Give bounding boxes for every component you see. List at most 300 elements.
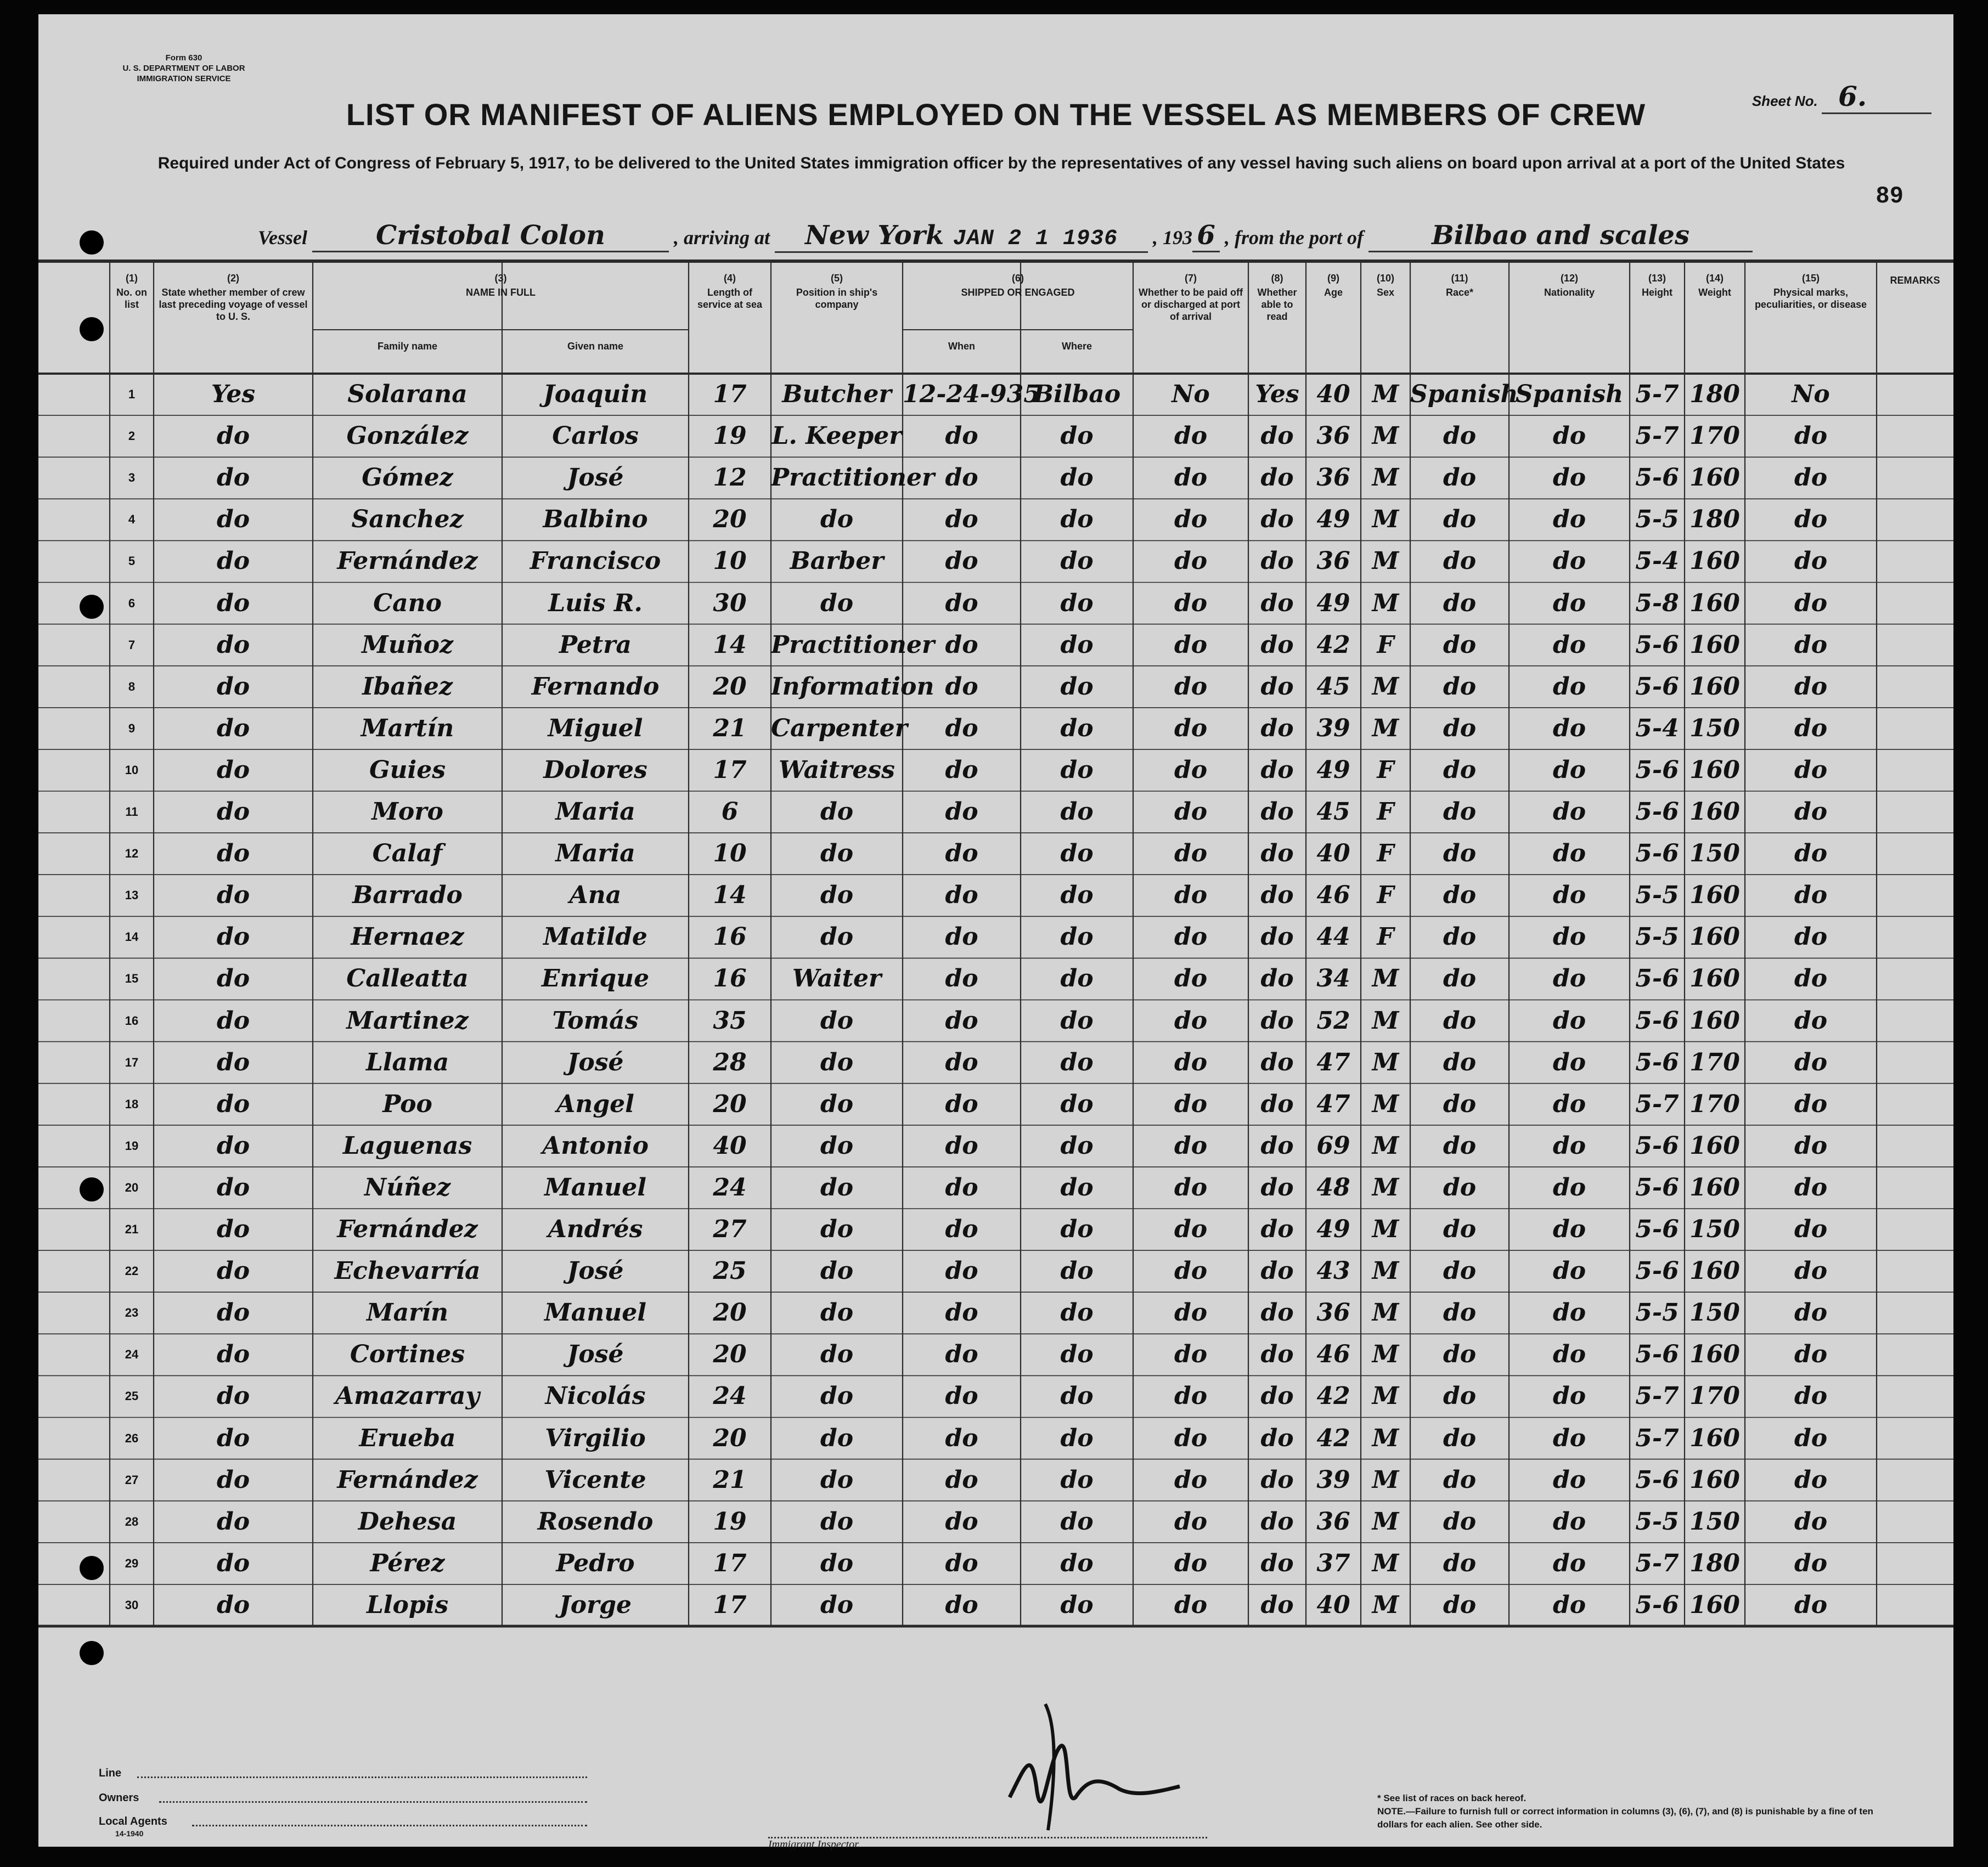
cell-no: 28 bbox=[125, 1514, 139, 1528]
cell-when: do bbox=[945, 755, 978, 784]
cell-when: do bbox=[945, 1340, 978, 1369]
cell-height: 5-6 bbox=[1635, 798, 1679, 826]
cell-position: do bbox=[820, 1215, 854, 1243]
vessel-label: Vessel bbox=[258, 227, 307, 249]
cell-when: do bbox=[945, 547, 978, 576]
cell-weight: 180 bbox=[1689, 505, 1740, 534]
cell-position: Barber bbox=[790, 547, 884, 576]
cell-age: 46 bbox=[1316, 1340, 1350, 1369]
cell-weight: 160 bbox=[1689, 964, 1740, 993]
cell-height: 5-6 bbox=[1635, 964, 1679, 993]
cell-read: do bbox=[1260, 964, 1294, 993]
cell-race: do bbox=[1443, 923, 1477, 951]
cell-sex: M bbox=[1372, 1507, 1399, 1536]
cell-read: do bbox=[1260, 1257, 1294, 1285]
cell-given: Antonio bbox=[542, 1131, 649, 1160]
cell-height: 5-8 bbox=[1635, 589, 1679, 617]
cell-age: 49 bbox=[1316, 755, 1350, 784]
cell-weight: 160 bbox=[1689, 881, 1740, 910]
header-sex bbox=[1361, 272, 1410, 371]
cell-nationality: do bbox=[1552, 505, 1586, 534]
cell-family: Ibañez bbox=[362, 672, 453, 701]
column-label: Position in ship's company bbox=[796, 287, 878, 310]
cell-weight: 160 bbox=[1689, 672, 1740, 701]
cell-weight: 160 bbox=[1689, 1340, 1740, 1369]
cell-nationality: do bbox=[1552, 1299, 1586, 1327]
cell-prev: do bbox=[216, 1424, 250, 1452]
cell-nationality: do bbox=[1552, 1131, 1586, 1160]
cell-family: Amazarray bbox=[335, 1382, 480, 1411]
cell-when: do bbox=[945, 1590, 978, 1619]
cell-race: do bbox=[1443, 589, 1477, 617]
cell-no: 13 bbox=[125, 888, 139, 903]
cell-marks: do bbox=[1794, 1507, 1828, 1536]
cell-nationality: do bbox=[1552, 547, 1586, 576]
column-number: (3) bbox=[494, 273, 507, 284]
cell-marks: do bbox=[1794, 964, 1828, 993]
cell-age: 36 bbox=[1316, 422, 1350, 450]
cell-where: do bbox=[1060, 630, 1094, 659]
column-label: NAME IN FULL bbox=[466, 287, 536, 298]
cell-when: do bbox=[945, 505, 978, 534]
cell-height: 5-6 bbox=[1635, 839, 1679, 868]
cell-when: do bbox=[945, 881, 978, 910]
header-family-name bbox=[313, 338, 502, 371]
cell-paid-off: do bbox=[1174, 755, 1208, 784]
cell-sex: M bbox=[1372, 380, 1399, 408]
cell-sex: F bbox=[1377, 923, 1394, 951]
cell-sex: M bbox=[1372, 1131, 1399, 1160]
cell-no: 23 bbox=[125, 1306, 139, 1320]
cell-read: do bbox=[1260, 1299, 1294, 1327]
agents-label: Local Agents bbox=[99, 1815, 167, 1827]
header-remarks bbox=[1877, 272, 1953, 371]
cell-service: 6 bbox=[721, 798, 739, 826]
cell-nationality: do bbox=[1552, 1549, 1586, 1577]
cell-no: 5 bbox=[128, 554, 136, 568]
cell-height: 5-6 bbox=[1635, 755, 1679, 784]
cell-sex: F bbox=[1377, 798, 1394, 826]
cell-weight: 150 bbox=[1689, 714, 1740, 742]
cell-nationality: do bbox=[1552, 923, 1586, 951]
cell-given: Ana bbox=[569, 881, 622, 910]
cell-service: 17 bbox=[713, 1549, 747, 1577]
cell-prev: Yes bbox=[211, 380, 256, 408]
cell-read: do bbox=[1260, 839, 1294, 868]
column-label: SHIPPED OR ENGAGED bbox=[961, 287, 1075, 298]
column-label: When bbox=[948, 341, 975, 352]
cell-prev: do bbox=[216, 881, 250, 910]
cell-service: 20 bbox=[713, 505, 747, 534]
cell-read: do bbox=[1260, 630, 1294, 659]
cell-when: do bbox=[945, 630, 978, 659]
cell-age: 34 bbox=[1316, 964, 1350, 993]
cell-sex: M bbox=[1372, 1257, 1399, 1285]
cell-marks: do bbox=[1794, 755, 1828, 784]
cell-no: 16 bbox=[125, 1013, 139, 1028]
cell-nationality: do bbox=[1552, 672, 1586, 701]
cell-position: do bbox=[820, 1173, 854, 1202]
cell-sex: F bbox=[1377, 755, 1394, 784]
cell-service: 19 bbox=[713, 422, 747, 450]
cell-nationality: do bbox=[1552, 1006, 1586, 1035]
cell-given: Luis R. bbox=[548, 589, 643, 617]
cell-marks: do bbox=[1794, 630, 1828, 659]
cell-read: do bbox=[1260, 1215, 1294, 1243]
cell-sex: M bbox=[1372, 1465, 1399, 1494]
cell-marks: do bbox=[1794, 1131, 1828, 1160]
cell-service: 16 bbox=[713, 964, 747, 993]
column-number: (13) bbox=[1648, 273, 1666, 284]
cell-height: 5-5 bbox=[1635, 1507, 1679, 1536]
cell-height: 5-5 bbox=[1635, 1299, 1679, 1327]
cell-weight: 160 bbox=[1689, 798, 1740, 826]
cell-prev: do bbox=[216, 422, 250, 450]
cell-height: 5-6 bbox=[1635, 1465, 1679, 1494]
cell-nationality: do bbox=[1552, 1340, 1586, 1369]
cell-where: do bbox=[1060, 1424, 1094, 1452]
cell-paid-off: do bbox=[1174, 1173, 1208, 1202]
cell-sex: M bbox=[1372, 547, 1399, 576]
column-label: Age bbox=[1324, 287, 1343, 298]
cell-nationality: do bbox=[1552, 630, 1586, 659]
cell-read: do bbox=[1260, 1382, 1294, 1411]
cell-prev: do bbox=[216, 1507, 250, 1536]
cell-age: 52 bbox=[1316, 1006, 1350, 1035]
owners-field bbox=[159, 1801, 587, 1803]
line-label: Line bbox=[99, 1767, 122, 1779]
cell-race: do bbox=[1443, 1424, 1477, 1452]
cell-race: do bbox=[1443, 798, 1477, 826]
cell-service: 24 bbox=[713, 1382, 747, 1411]
cell-when: do bbox=[945, 589, 978, 617]
cell-when: do bbox=[945, 464, 978, 492]
header-given-name bbox=[502, 338, 689, 371]
cell-prev: do bbox=[216, 1549, 250, 1577]
page-subtitle: Required under Act of Congress of February 5, 1917, to be delivered to the United States immigration officer by the representatives of any vessel having such aliens on board upon arrival at a port of the United States bbox=[157, 154, 1845, 172]
cell-marks: do bbox=[1794, 1382, 1828, 1411]
cell-weight: 170 bbox=[1689, 1048, 1740, 1076]
cell-age: 42 bbox=[1316, 1382, 1350, 1411]
column-number: (4) bbox=[724, 273, 736, 284]
cell-height: 5-6 bbox=[1635, 1257, 1679, 1285]
header-shipped-or-engaged bbox=[903, 272, 1133, 327]
cell-sex: M bbox=[1372, 672, 1399, 701]
cell-service: 20 bbox=[713, 1340, 747, 1369]
cell-race: do bbox=[1443, 1549, 1477, 1577]
cell-race: do bbox=[1443, 672, 1477, 701]
cell-age: 42 bbox=[1316, 1424, 1350, 1452]
cell-height: 5-7 bbox=[1635, 380, 1679, 408]
cell-marks: do bbox=[1794, 1424, 1828, 1452]
cell-when: do bbox=[945, 1507, 978, 1536]
cell-where: do bbox=[1060, 1257, 1094, 1285]
header-height bbox=[1630, 272, 1685, 371]
cell-nationality: do bbox=[1552, 798, 1586, 826]
cell-position: Waiter bbox=[792, 964, 882, 993]
cell-race: do bbox=[1443, 881, 1477, 910]
header-when bbox=[903, 338, 1021, 371]
cell-given: Francisco bbox=[530, 547, 661, 576]
cell-read: do bbox=[1260, 464, 1294, 492]
cell-age: 43 bbox=[1316, 1257, 1350, 1285]
cell-weight: 160 bbox=[1689, 1131, 1740, 1160]
header-no bbox=[110, 272, 154, 371]
cell-prev: do bbox=[216, 1590, 250, 1619]
cell-position: do bbox=[820, 798, 854, 826]
binder-hole bbox=[80, 317, 104, 341]
from-port: Bilbao and scales bbox=[1368, 220, 1753, 252]
column-label: Race* bbox=[1445, 287, 1474, 298]
cell-marks: do bbox=[1794, 1590, 1828, 1619]
cell-age: 36 bbox=[1316, 547, 1350, 576]
binder-hole bbox=[80, 1641, 104, 1665]
cell-read: do bbox=[1260, 1465, 1294, 1494]
cell-where: do bbox=[1060, 881, 1094, 910]
cell-where: do bbox=[1060, 1131, 1094, 1160]
cell-no: 3 bbox=[128, 471, 136, 485]
column-label: State whether member of crew last preceding voyage of vessel to U. S. bbox=[159, 287, 308, 322]
cell-position: do bbox=[820, 923, 854, 951]
cell-race: do bbox=[1443, 547, 1477, 576]
cell-given: Pedro bbox=[556, 1549, 635, 1577]
cell-paid-off: do bbox=[1174, 1507, 1208, 1536]
cell-race: do bbox=[1443, 839, 1477, 868]
cell-no: 21 bbox=[125, 1222, 139, 1236]
cell-position: do bbox=[820, 1299, 854, 1327]
from-port-label: , from the port of bbox=[1225, 227, 1364, 249]
cell-age: 42 bbox=[1316, 630, 1350, 659]
cell-sex: M bbox=[1372, 1299, 1399, 1327]
binder-hole bbox=[80, 1177, 104, 1202]
cell-no: 26 bbox=[125, 1431, 139, 1445]
cell-height: 5-4 bbox=[1635, 547, 1679, 576]
page-title: LIST OR MANIFEST OF ALIENS EMPLOYED ON THE VESSEL AS MEMBERS OF CREW bbox=[346, 97, 1646, 132]
cell-weight: 150 bbox=[1689, 1299, 1740, 1327]
cell-position: do bbox=[820, 505, 854, 534]
cell-where: do bbox=[1060, 1173, 1094, 1202]
cell-no: 7 bbox=[128, 638, 136, 652]
cell-family: Muñoz bbox=[361, 630, 454, 659]
cell-paid-off: do bbox=[1174, 672, 1208, 701]
column-number: (15) bbox=[1801, 273, 1820, 284]
cell-position: do bbox=[820, 1257, 854, 1285]
cell-family: Guies bbox=[369, 755, 446, 784]
cell-nationality: do bbox=[1552, 1507, 1586, 1536]
cell-family: Laguenas bbox=[342, 1131, 472, 1160]
cell-paid-off: do bbox=[1174, 1340, 1208, 1369]
cell-race: do bbox=[1443, 714, 1477, 742]
column-label: Family name bbox=[377, 341, 438, 352]
cell-prev: do bbox=[216, 589, 250, 617]
cell-race: do bbox=[1443, 1382, 1477, 1411]
cell-prev: do bbox=[216, 1257, 250, 1285]
cell-service: 21 bbox=[713, 1465, 747, 1494]
cell-no: 19 bbox=[125, 1138, 139, 1153]
cell-nationality: do bbox=[1552, 964, 1586, 993]
cell-position: do bbox=[820, 1424, 854, 1452]
cell-height: 5-7 bbox=[1635, 1424, 1679, 1452]
cell-paid-off: do bbox=[1174, 1465, 1208, 1494]
cell-family: Gómez bbox=[362, 464, 453, 492]
year-suffix: 6 bbox=[1192, 220, 1220, 252]
cell-age: 49 bbox=[1316, 589, 1350, 617]
cell-weight: 170 bbox=[1689, 1090, 1740, 1118]
cell-age: 39 bbox=[1316, 1465, 1350, 1494]
header-name-in-full bbox=[313, 272, 689, 327]
cell-age: 47 bbox=[1316, 1048, 1350, 1076]
cell-family: Barrado bbox=[352, 881, 463, 910]
cell-family: Martín bbox=[361, 714, 454, 742]
cell-service: 20 bbox=[713, 1424, 747, 1452]
cell-prev: do bbox=[216, 755, 250, 784]
cell-given: Miguel bbox=[548, 714, 643, 742]
cell-given: Vicente bbox=[544, 1465, 646, 1494]
cell-marks: do bbox=[1794, 923, 1828, 951]
cell-height: 5-6 bbox=[1635, 630, 1679, 659]
cell-marks: do bbox=[1794, 547, 1828, 576]
header-age bbox=[1306, 272, 1361, 371]
cell-service: 21 bbox=[713, 714, 747, 742]
column-number: (9) bbox=[1327, 273, 1339, 284]
cell-no: 17 bbox=[125, 1055, 139, 1069]
cell-nationality: do bbox=[1552, 1382, 1586, 1411]
cell-prev: do bbox=[216, 464, 250, 492]
cell-prev: do bbox=[216, 798, 250, 826]
cell-age: 44 bbox=[1316, 923, 1350, 951]
cell-no: 12 bbox=[125, 847, 139, 861]
cell-where: do bbox=[1060, 464, 1094, 492]
cell-service: 24 bbox=[713, 1173, 747, 1202]
cell-where: do bbox=[1060, 547, 1094, 576]
cell-no: 8 bbox=[128, 679, 136, 693]
cell-age: 36 bbox=[1316, 1299, 1350, 1327]
cell-race: do bbox=[1443, 1465, 1477, 1494]
cell-sex: M bbox=[1372, 1006, 1399, 1035]
cell-marks: do bbox=[1794, 1299, 1828, 1327]
column-number: (14) bbox=[1705, 273, 1724, 284]
cell-sex: M bbox=[1372, 589, 1399, 617]
cell-family: González bbox=[346, 422, 469, 450]
cell-race: do bbox=[1443, 630, 1477, 659]
cell-marks: do bbox=[1794, 589, 1828, 617]
cell-height: 5-6 bbox=[1635, 672, 1679, 701]
cell-prev: do bbox=[216, 964, 250, 993]
cell-where: do bbox=[1060, 422, 1094, 450]
cell-where: do bbox=[1060, 1507, 1094, 1536]
cell-paid-off: do bbox=[1174, 1215, 1208, 1243]
cell-service: 30 bbox=[713, 589, 747, 617]
cell-weight: 150 bbox=[1689, 1215, 1740, 1243]
cell-age: 36 bbox=[1316, 1507, 1350, 1536]
column-label: Whether able to read bbox=[1257, 287, 1297, 322]
cell-sex: M bbox=[1372, 505, 1399, 534]
cell-sex: M bbox=[1372, 1590, 1399, 1619]
cell-no: 18 bbox=[125, 1097, 139, 1111]
cell-no: 24 bbox=[125, 1347, 139, 1362]
cell-prev: do bbox=[216, 923, 250, 951]
cell-paid-off: do bbox=[1174, 1131, 1208, 1160]
cell-position: do bbox=[820, 839, 854, 868]
cell-service: 12 bbox=[713, 464, 747, 492]
cell-where: do bbox=[1060, 798, 1094, 826]
cell-race: do bbox=[1443, 1257, 1477, 1285]
cell-given: Joaquin bbox=[543, 380, 648, 408]
cell-prev: do bbox=[216, 714, 250, 742]
cell-where: do bbox=[1060, 714, 1094, 742]
cell-given: Virgilio bbox=[545, 1424, 646, 1452]
header-nationality bbox=[1509, 272, 1630, 371]
cell-when: do bbox=[945, 1465, 978, 1494]
cell-when: do bbox=[945, 1299, 978, 1327]
cell-read: do bbox=[1260, 714, 1294, 742]
cell-marks: do bbox=[1794, 1006, 1828, 1035]
cell-family: Fernández bbox=[337, 547, 478, 576]
cell-family: Solarana bbox=[347, 380, 468, 408]
cell-position: Practitioner bbox=[771, 630, 935, 659]
cell-where: do bbox=[1060, 1465, 1094, 1494]
cell-when: do bbox=[945, 1549, 978, 1577]
cell-race: do bbox=[1443, 1131, 1477, 1160]
cell-given: Petra bbox=[559, 630, 632, 659]
cell-no: 6 bbox=[128, 596, 136, 610]
cell-family: Hernaez bbox=[351, 923, 464, 951]
cell-read: Yes bbox=[1255, 380, 1299, 408]
cell-prev: do bbox=[216, 1382, 250, 1411]
cell-family: Poo bbox=[382, 1090, 432, 1118]
cell-where: do bbox=[1060, 839, 1094, 868]
form-code: 14-1940 bbox=[115, 1829, 144, 1838]
cell-no: 14 bbox=[125, 930, 139, 944]
cell-sex: M bbox=[1372, 1090, 1399, 1118]
cell-no: 22 bbox=[125, 1264, 139, 1278]
cell-weight: 160 bbox=[1689, 1006, 1740, 1035]
column-label: Physical marks, peculiarities, or disease bbox=[1754, 287, 1867, 310]
cell-prev: do bbox=[216, 1215, 250, 1243]
cell-nationality: do bbox=[1552, 589, 1586, 617]
cell-age: 40 bbox=[1316, 380, 1350, 408]
cell-prev: do bbox=[216, 672, 250, 701]
cell-family: Núñez bbox=[364, 1173, 451, 1202]
cell-given: Balbino bbox=[543, 505, 648, 534]
form-number: Form 630 bbox=[165, 53, 202, 63]
date-stamp: JAN 2 1 1936 bbox=[953, 227, 1118, 251]
cell-read: do bbox=[1260, 422, 1294, 450]
cell-paid-off: No bbox=[1172, 380, 1210, 408]
cell-read: do bbox=[1260, 881, 1294, 910]
cell-when: do bbox=[945, 1424, 978, 1452]
cell-age: 45 bbox=[1316, 798, 1350, 826]
header-length-of-service bbox=[689, 272, 771, 371]
cell-marks: do bbox=[1794, 1549, 1828, 1577]
cell-race: do bbox=[1443, 1173, 1477, 1202]
cell-weight: 160 bbox=[1689, 1257, 1740, 1285]
cell-prev: do bbox=[216, 1006, 250, 1035]
cell-read: do bbox=[1260, 923, 1294, 951]
cell-read: do bbox=[1260, 672, 1294, 701]
cell-family: Moro bbox=[371, 798, 443, 826]
cell-height: 5-4 bbox=[1635, 714, 1679, 742]
cell-marks: do bbox=[1794, 672, 1828, 701]
cell-nationality: do bbox=[1552, 1590, 1586, 1619]
column-label: Where bbox=[1061, 341, 1092, 352]
cell-race: do bbox=[1443, 1006, 1477, 1035]
cell-where: do bbox=[1060, 1299, 1094, 1327]
cell-service: 19 bbox=[713, 1507, 747, 1536]
cell-where: do bbox=[1060, 1340, 1094, 1369]
cell-nationality: do bbox=[1552, 1215, 1586, 1243]
binder-hole bbox=[80, 1556, 104, 1580]
